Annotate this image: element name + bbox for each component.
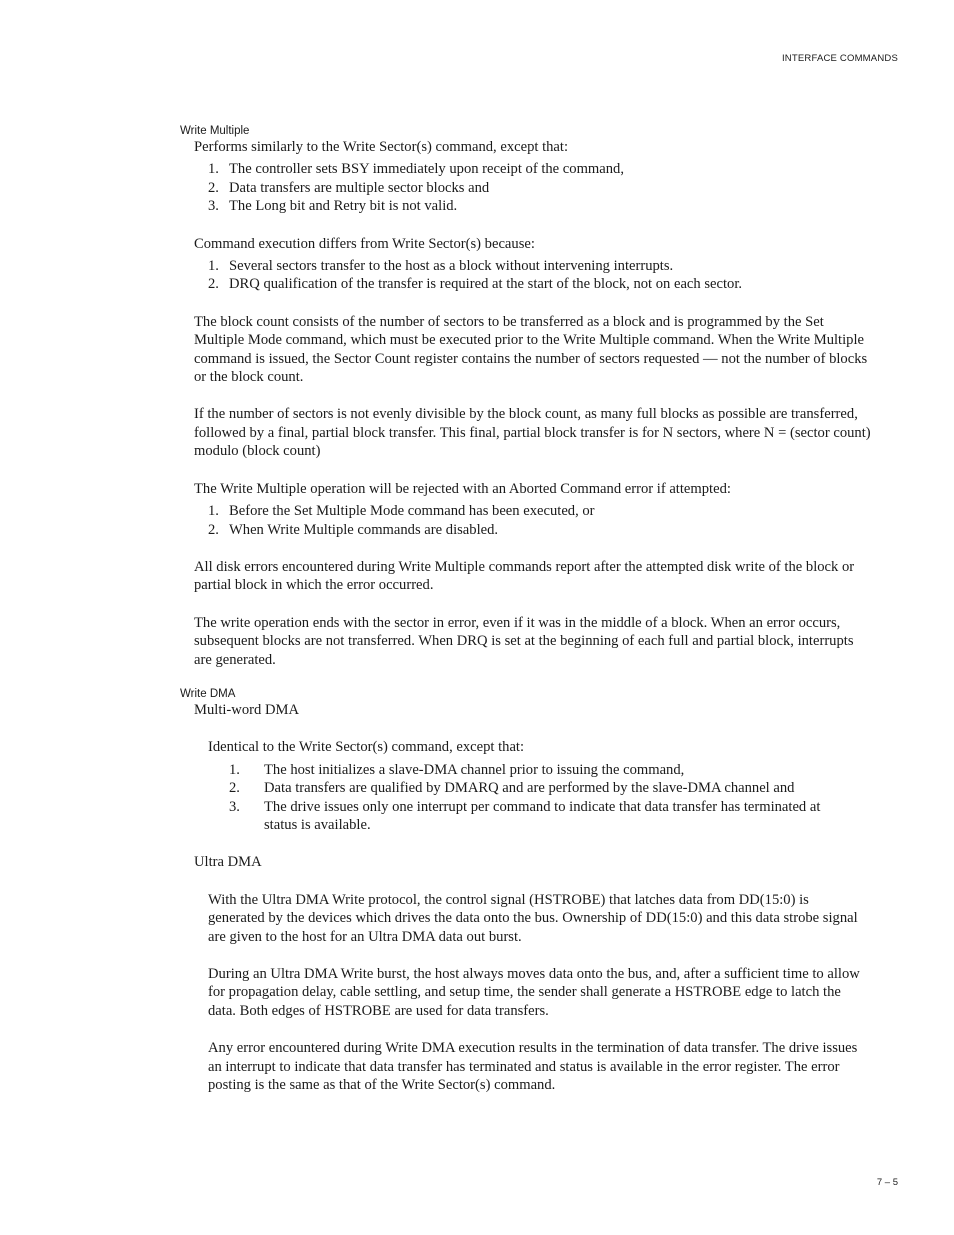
paragraph: Command execution differs from Write Sector(s) because: [194, 235, 535, 252]
list-text: The Long bit and Retry bit is not valid. [229, 198, 458, 215]
list-text: Several sectors transfer to the host as a block without intervening interrupts. [229, 258, 674, 275]
paragraph: Any error encountered during Write DMA execution results in the termination of data transfer. The drive issues an interrupt to indicate that data transfer has terminated and status is available in the error register. The error posting is the same as that of the Write Sector(s) command. [208, 1040, 858, 1094]
list-item [0, 502, 954, 520]
paragraph: If the number of sectors is not evenly divisible by the block count, as many full blocks as possible are transferred, followed by a final, partial block transfer. This final, partial block transfer is for N sectors, where N = (sector count) modulo (block count) [194, 406, 871, 460]
list-text: The controller sets BSY immediately upon receipt of the command, [229, 161, 625, 178]
section-heading-write-dma: Write DMA [180, 687, 236, 700]
list-number: 1. [229, 761, 240, 778]
list-text: Before the Set Multiple Mode command has been executed, or [229, 503, 595, 520]
paragraph: Performs similarly to the Write Sector(s) command, except that: [194, 139, 569, 155]
subsection-title: Ultra DMA [194, 854, 262, 871]
list-text: The drive issues only one interrupt per command to indicate that data transfer has terminated at status is available. [264, 798, 821, 833]
list-item [0, 521, 954, 539]
paragraph: During an Ultra DMA Write burst, the host always moves data onto the bus, and, after a sufficient time to allow for propagation delay, cable settling, and setup time, the sender shall generate a HSTROBE edge to latch the data. Both edges of HSTROBE are used for data transfers. [208, 966, 860, 1019]
section-heading-write-multiple: Write Multiple [180, 125, 250, 137]
list-number: 2. [208, 276, 219, 293]
subsection-title: Multi-word DMA [194, 701, 299, 718]
numbered-list [0, 257, 954, 294]
paragraph: With the Ultra DMA Write protocol, the control signal (HSTROBE) that latches data from DD(15:0) is generated by the devices which drives the data onto the bus. Ownership of DD(15:0) and this data strobe signal are given to the host for an Ultra DMA data out burst. [208, 891, 858, 945]
list-text: Data transfers are qualified by DMARQ and are performed by the slave-DMA channel and [264, 780, 795, 797]
list-text: The host initializes a slave-DMA channel prior to issuing the command, [264, 761, 685, 778]
paragraph: All disk errors encountered during Write Multiple commands report after the attempted disk write of the block or partial block in which the error occurred. [194, 558, 855, 594]
list-number: 3. [208, 198, 219, 215]
paragraph: The block count consists of the number of sectors to be transferred as a block and is programmed by the Set Multiple Mode command, which must be executed prior to the Write Multiple command. When the Write Multiple command is issued, the Sector Count register contains the number of sectors requested — not the number of blocks or the block count. [194, 313, 868, 386]
list-number: 1. [208, 258, 219, 275]
list-item [0, 798, 854, 835]
page-number: 7 – 5 [876, 1177, 898, 1188]
paragraph: Identical to the Write Sector(s) command, except that: [208, 739, 525, 756]
list-text: DRQ qualification of the transfer is required at the start of the block, not on each sector. [229, 276, 743, 293]
list-number: 2. [208, 179, 219, 196]
running-head: INTERFACE COMMANDS [781, 53, 898, 64]
numbered-list [0, 502, 954, 539]
list-text: Data transfers are multiple sector blocks and [229, 179, 490, 196]
numbered-list [0, 160, 954, 215]
list-item [0, 779, 854, 797]
list-number: 2. [208, 521, 219, 538]
list-text: When Write Multiple commands are disabled. [229, 521, 499, 538]
list-item [0, 179, 954, 197]
list-number: 3. [229, 798, 240, 815]
numbered-list [0, 761, 954, 835]
list-item [0, 197, 954, 215]
paragraph: The Write Multiple operation will be rejected with an Aborted Command error if attempted: [194, 480, 731, 497]
paragraph: The write operation ends with the sector in error, even if it was in the middle of a block. When an error occurs, subsequent blocks are not transferred. When DRQ is set at the beginning of each full and partial block, interrupts are generated. [194, 614, 854, 668]
list-number: 1. [208, 161, 219, 178]
list-number: 1. [208, 503, 219, 520]
list-item [0, 257, 954, 275]
list-item [0, 160, 954, 178]
list-item [0, 761, 854, 779]
page-body [0, 124, 954, 1094]
list-item [0, 275, 954, 293]
list-number: 2. [229, 780, 240, 797]
